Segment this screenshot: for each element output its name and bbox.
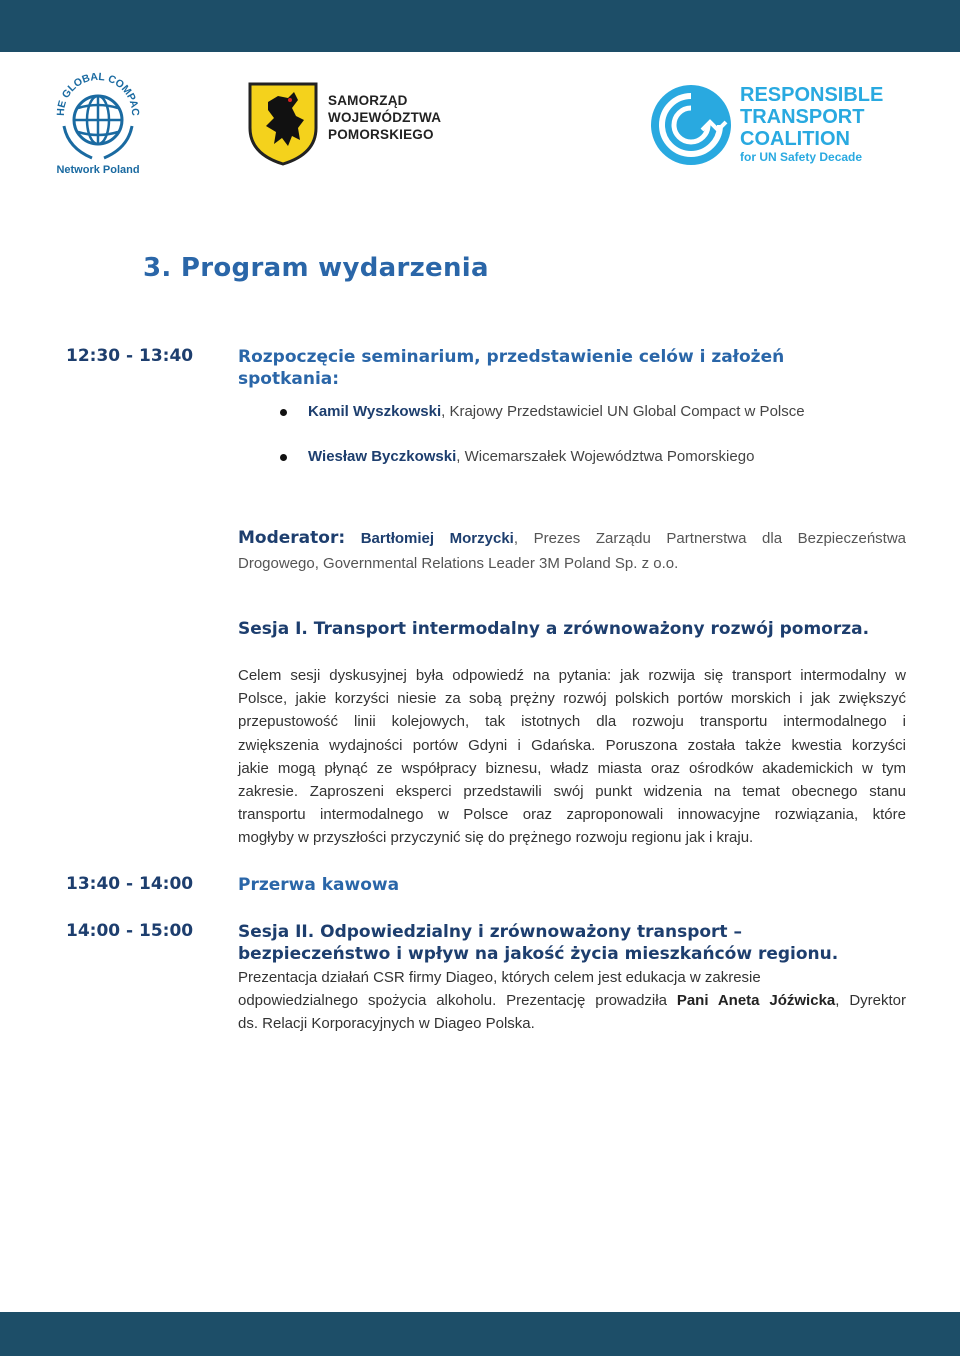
rtc-spiral-icon bbox=[650, 84, 732, 166]
speaker-role: , Wicemarszałek Województwa Pomorskiego bbox=[456, 448, 755, 465]
paragraph-line: Celem sesji dyskusyjnej była odpowiedź na pytania: jak rozwija się transport intermodalny w bbox=[238, 667, 906, 684]
speaker-text bbox=[308, 448, 754, 465]
section-title: 3. Program wydarzenia bbox=[143, 253, 489, 283]
paragraph-line bbox=[238, 989, 906, 1012]
session-description bbox=[238, 664, 906, 850]
global-compact-logo bbox=[52, 64, 144, 182]
paragraph-line: przepustowość linii kolejowych, tak istotnych dla rozwoju transportu intermodalnego i bbox=[238, 713, 906, 731]
paragraph-line: zwiększenia wydajności portów Gdyni i Gdańska. Poruszona została także kwestia korzyści bbox=[238, 736, 906, 754]
speaker-name: Wiesław Byczkowski bbox=[308, 448, 457, 465]
global-compact-ring-text: HE GLOBAL COMPAC bbox=[54, 70, 142, 117]
agenda-heading: Przerwa kawowa bbox=[238, 875, 400, 895]
speaker-name: Kamil Wyszkowski bbox=[308, 403, 442, 420]
pomorskie-name-line2: WOJEWÓDZTWA POMORSKIEGO bbox=[328, 110, 441, 142]
pomorskie-name bbox=[328, 92, 548, 143]
agenda-time: 13:40 - 14:00 bbox=[66, 874, 194, 894]
griffin-shield-icon bbox=[248, 82, 318, 166]
moderator-line bbox=[238, 526, 906, 551]
session-description bbox=[238, 966, 906, 1036]
paragraph-line: transportu intermodalnego w Polsce oraz zaproponowali innowacyjne rozwiązania, które bbox=[238, 806, 906, 824]
pomorskie-name-line1: SAMORZĄD bbox=[328, 93, 408, 108]
paragraph-line: mogłyby w przyszłości przyczynić się do prężnego rozwoju regionu jak i kraju. bbox=[238, 829, 754, 847]
global-compact-caption: Network Poland bbox=[56, 164, 140, 176]
agenda-time: 12:30 - 13:40 bbox=[66, 346, 194, 366]
paragraph-line: jakie mogą płynąć ze współpracy biznesu, władz miasta oraz ośrodków akademickich w tym bbox=[238, 759, 906, 777]
rtc-logo bbox=[650, 84, 910, 168]
moderator-label: Moderator: bbox=[238, 528, 346, 548]
speaker-text bbox=[308, 403, 805, 420]
agenda-heading bbox=[238, 921, 838, 965]
global-compact-globe-icon bbox=[52, 64, 144, 164]
agenda-heading-line: spotkania: bbox=[238, 369, 340, 389]
moderator-line: Drogowego, Governmental Relations Leader 3M Poland Sp. z o.o. bbox=[238, 555, 679, 572]
rtc-line3: COALITION bbox=[740, 128, 850, 150]
top-banner-bar bbox=[0, 0, 960, 52]
bottom-banner-bar bbox=[0, 1312, 960, 1356]
agenda-heading-line: Sesja II. Odpowiedzialny i zrównoważony transport – bbox=[238, 922, 742, 942]
paragraph-line: ds. Relacji Korporacyjnych w Diageo Polska. bbox=[238, 1015, 535, 1033]
session-title: Sesja I. Transport intermodalny a zrównoważony rozwój pomorza. bbox=[238, 619, 870, 639]
speaker-role: , Krajowy Przedstawiciel UN Global Compact w Polsce bbox=[441, 403, 805, 420]
presenter-name: Pani Aneta Jóźwicka bbox=[676, 992, 836, 1010]
agenda-heading-line: bezpieczeństwo i wpływ na jakość życia mieszkańców regionu. bbox=[238, 944, 839, 964]
bullet-dot-icon bbox=[280, 409, 287, 416]
moderator-name: Bartłomiej Morzycki bbox=[360, 530, 514, 547]
paragraph-line: Prezentacja działań CSR firmy Diageo, których celem jest edukacja w zakresie bbox=[238, 969, 761, 986]
pomorskie-logo bbox=[248, 82, 548, 166]
moderator-block bbox=[238, 526, 906, 576]
paragraph-text: odpowiedzialnego spożycia alkoholu. Prezentację prowadziła bbox=[238, 992, 677, 1010]
presenter-role: , Dyrektor bbox=[835, 992, 906, 1010]
paragraph-line: Polsce, jakie korzyści niesie za sobą prężny rozwój polskich portów morskich i jak zwiększyć bbox=[238, 690, 906, 708]
agenda-heading bbox=[238, 346, 784, 390]
moderator-role: , Prezes Zarządu Partnerstwa dla Bezpieczeństwa bbox=[513, 530, 907, 547]
agenda-time: 14:00 - 15:00 bbox=[66, 921, 194, 941]
rtc-line4: for UN Safety Decade bbox=[740, 150, 863, 164]
paragraph-line: zakresie. Zaproszeni eksperci przedstawili swój punkt widzenia na temat obecnego stanu bbox=[238, 783, 906, 801]
rtc-line2: TRANSPORT bbox=[740, 106, 865, 128]
agenda-heading-line: Rozpoczęcie seminarium, przedstawienie celów i założeń bbox=[238, 347, 785, 367]
rtc-line1: RESPONSIBLE bbox=[740, 84, 884, 106]
bullet-dot-icon bbox=[280, 454, 287, 461]
svg-text:THE GLOBAL COMPACT bbox=[52, 64, 141, 117]
